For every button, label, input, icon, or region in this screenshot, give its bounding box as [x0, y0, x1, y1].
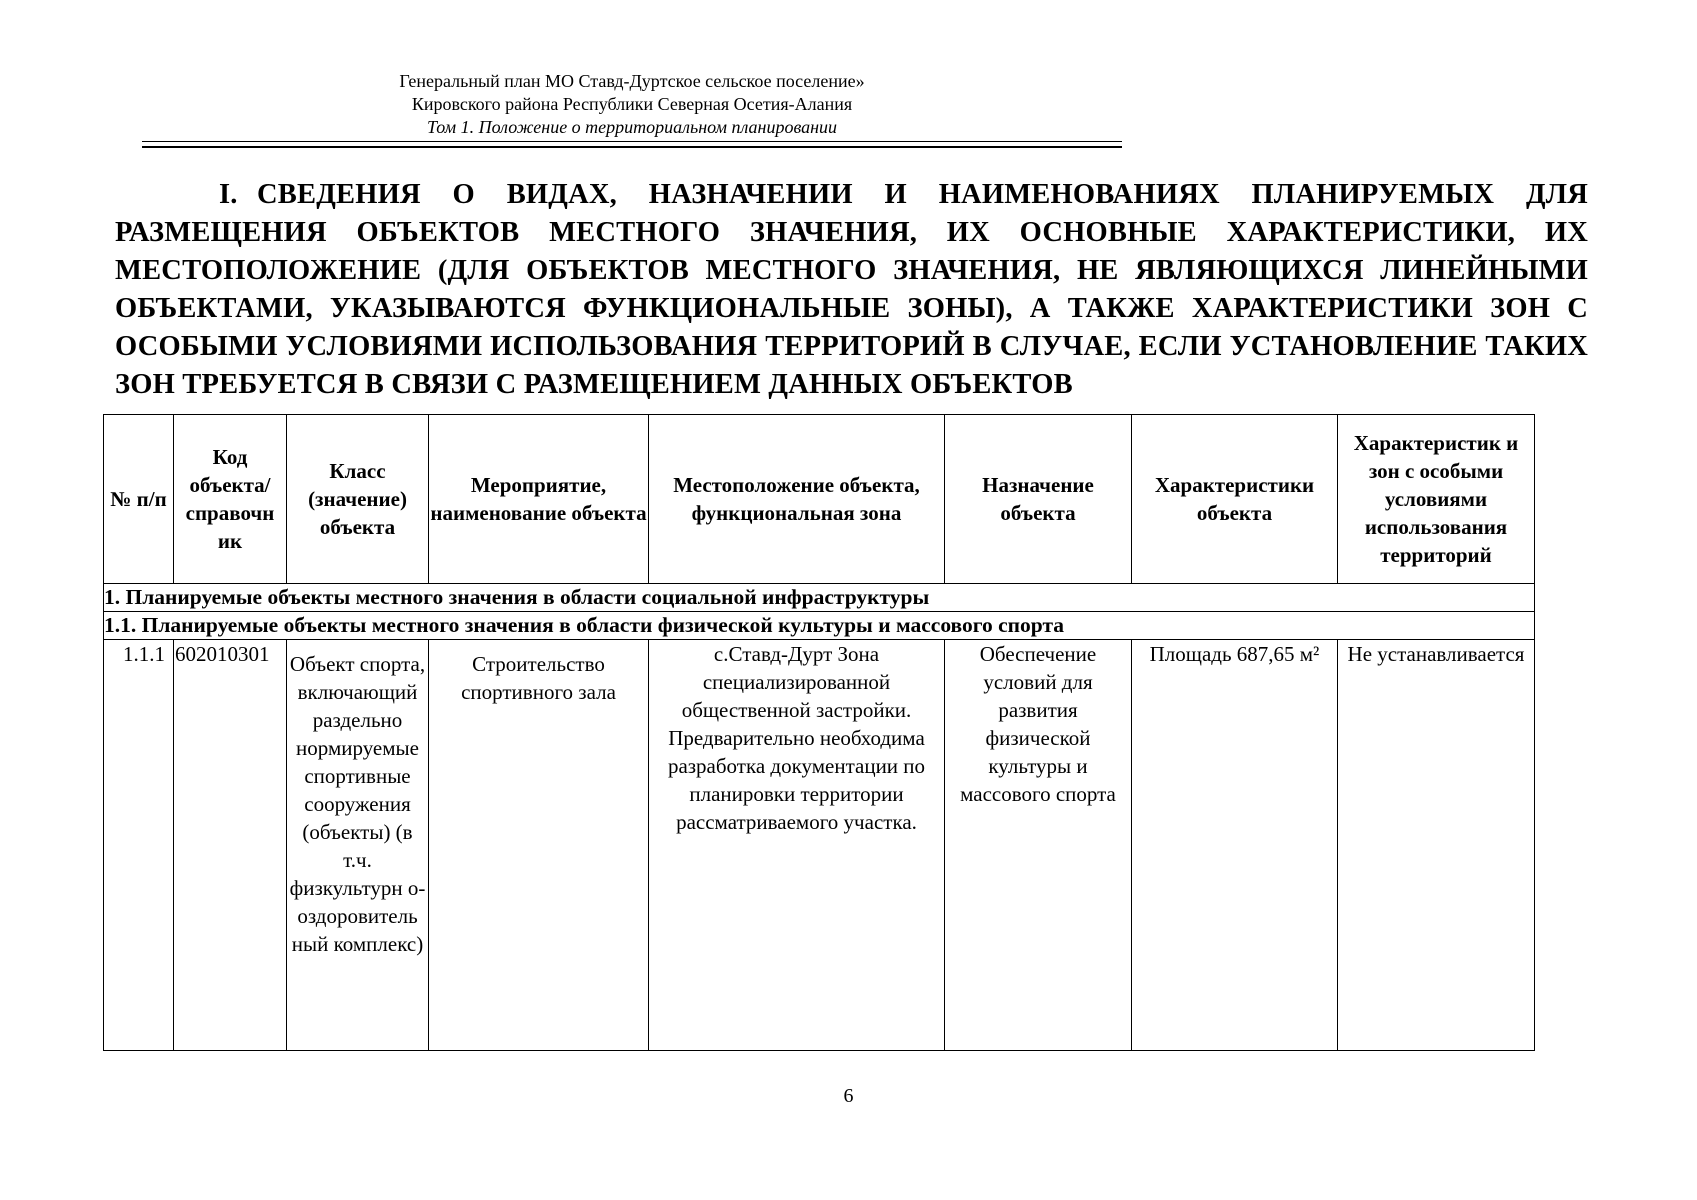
table-subsection-row: [104, 612, 1535, 640]
header-line-1: Генеральный план МО Ставд-Дуртское сельское поселение»: [399, 71, 865, 91]
cell-location: с.Ставд-Дурт Зона специализированной общественной застройки. Предварительно необходима разработка документации по планировки территории рассматриваемого участка.: [649, 640, 945, 1051]
cell-code: 602010301: [174, 640, 287, 1051]
section-number: I.: [219, 179, 238, 210]
col-header-zones: Характеристик и зон с особыми условиями использования территорий: [1338, 415, 1535, 584]
header-rule-thin: [142, 141, 1122, 142]
section-title: [115, 176, 1588, 404]
cell-activity: Строительство спортивного зала: [429, 640, 649, 1051]
objects-table: [103, 414, 1535, 1051]
section-1-1-label: 1.1. Планируемые объекты местного значения в области физической культуры и массового спорта: [104, 612, 1535, 640]
table-row: [104, 640, 1535, 1051]
col-header-purpose: Назначение объекта: [945, 415, 1132, 584]
header-rule-thick: [142, 146, 1122, 148]
col-header-class: Класс (значение) объекта: [287, 415, 429, 584]
cell-class: Объект спорта, включающий раздельно нормируемые спортивные сооружения (объекты) (в т.ч. физкультурн о-оздоровитель ный комплекс): [287, 640, 429, 1051]
section-1-label: 1. Планируемые объекты местного значения в области социальной инфраструктуры: [104, 584, 1535, 612]
section-title-text: СВЕДЕНИЯ О ВИДАХ, НАЗНАЧЕНИИ И НАИМЕНОВАНИЯХ ПЛАНИРУЕМЫХ ДЛЯ РАЗМЕЩЕНИЯ ОБЪЕКТОВ МЕСТНОГО ЗНАЧЕНИЯ, ИХ ОСНОВНЫЕ ХАРАКТЕРИСТИКИ, ИХ МЕСТОПОЛОЖЕНИЕ (ДЛЯ ОБЪЕКТОВ МЕСТНОГО ЗНАЧЕНИЯ, НЕ ЯВЛЯЮЩИХСЯ ЛИНЕЙНЫМИ ОБЪЕКТАМИ, УКАЗЫВАЮТСЯ ФУНКЦИОНАЛЬНЫЕ ЗОНЫ), А ТАКЖЕ ХАРАКТЕРИСТИКИ ЗОН С ОСОБЫМИ УСЛОВИЯМИ ИСПОЛЬЗОВАНИЯ ТЕРРИТОРИЙ В СЛУЧАЕ, ЕСЛИ УСТАНОВЛЕНИЕ ТАКИХ ЗОН ТРЕБУЕТСЯ В СВЯЗИ С РАЗМЕЩЕНИЕМ ДАННЫХ ОБЪЕКТОВ: [115, 179, 1588, 400]
table-section-row: [104, 584, 1535, 612]
header-line-2: Кировского района Республики Северная Осетия-Алания: [411, 94, 853, 114]
cell-purpose: Обеспечение условий для развития физической культуры и массового спорта: [945, 640, 1132, 1051]
cell-characteristics: Площадь 687,65 м²: [1132, 640, 1338, 1051]
document-header: [142, 70, 1122, 139]
page-number: 6: [843, 1085, 854, 1107]
cell-zones: Не устанавливается: [1338, 640, 1535, 1051]
col-header-code: Код объекта/ справочн ик: [174, 415, 287, 584]
cell-num: 1.1.1: [104, 640, 174, 1051]
col-header-location: Местоположение объекта, функциональная зона: [649, 415, 945, 584]
header-line-3: Том 1. Положение о территориальном планировании: [426, 117, 838, 137]
table-header-row: [104, 415, 1535, 584]
col-header-characteristics: Характеристики объекта: [1132, 415, 1338, 584]
col-header-activity: Мероприятие, наименование объекта: [429, 415, 649, 584]
col-header-num: № п/п: [104, 415, 174, 584]
